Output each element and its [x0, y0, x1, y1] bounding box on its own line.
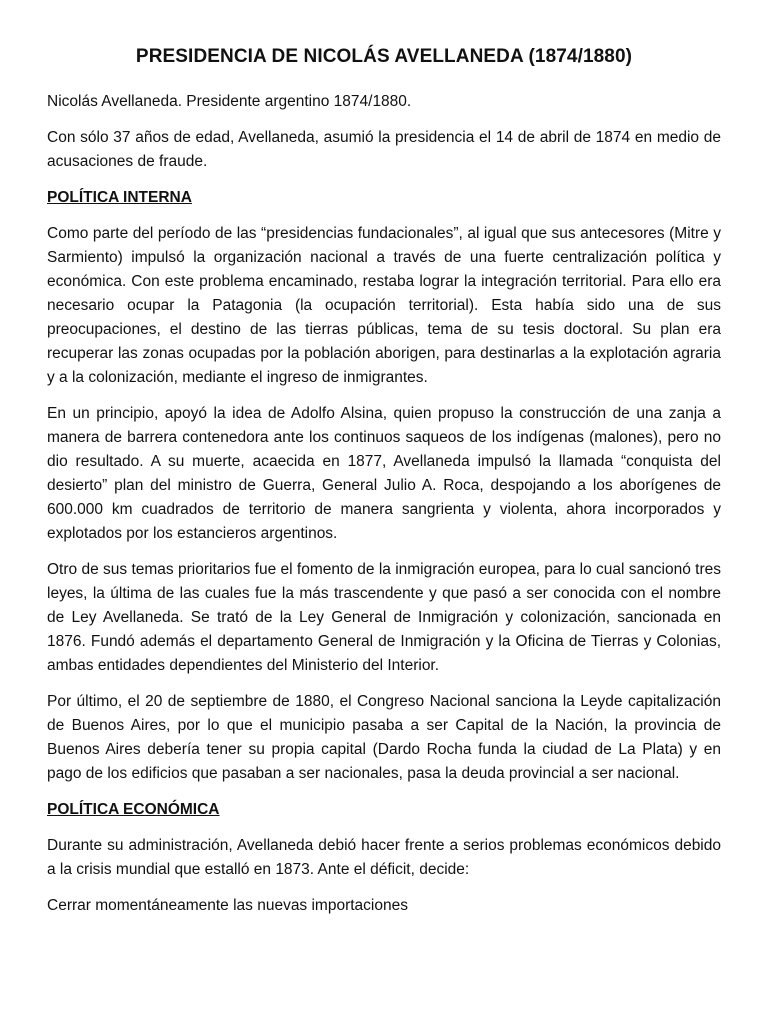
paragraph-importaciones: Cerrar momentáneamente las nuevas importaciones	[47, 897, 408, 914]
document-title: PRESIDENCIA DE NICOLÁS AVELLANEDA (1874/1880)	[135, 46, 633, 67]
document-page	[47, 44, 721, 930]
section-heading-politica-economica: POLÍTICA ECONÓMICA	[47, 801, 220, 818]
paragraph-capitalizacion: Por último, el 20 de septiembre de 1880, el Congreso Nacional sanciona la Leyde capitalización de Buenos Aires, por lo que el municipio pasaba a ser Capital de la Nación, la provincia de Buenos Aires debería tener su propia capital (Dardo Rocha funda la ciudad de La Plata) y en pago de los edificios que pasaban a ser nacionales, pasa la deuda provincial a ser nacional.	[47, 693, 721, 782]
paragraph-age: Con sólo 37 años de edad, Avellaneda, asumió la presidencia el 14 de abril de 1874 en medio de acusaciones de fraude.	[47, 129, 721, 170]
paragraph-crisis: Durante su administración, Avellaneda debió hacer frente a serios problemas económicos debido a la crisis mundial que estalló en 1873. Ante el déficit, decide:	[47, 837, 721, 878]
paragraph-conquista-desierto: En un principio, apoyó la idea de Adolfo Alsina, quien propuso la construcción de una zanja a manera de barrera contenedora ante los continuos saqueos de los indígenas (malones), pero no dio resultado. A su muerte, acaecida en 1877, Avellaneda impulsó la llamada “conquista del desierto” plan del ministro de Guerra, General Julio A. Roca, despojando a los aborígenes de 600.000 km cuadrados de territorio de manera sangrienta y violenta, ahora incorporados y explotados por los estancieros argentinos.	[47, 405, 721, 542]
paragraph-inmigracion: Otro de sus temas prioritarios fue el fomento de la inmigración europea, para lo cual sancionó tres leyes, la última de las cuales fue la más trascendente y que pasó a ser conocida con el nombre de Ley Avellaneda. Se trató de la Ley General de Inmigración y colonización, sancionada en 1876. Fundó además el departamento General de Inmigración y la Oficina de Tierras y Colonias, ambas entidades dependientes del Ministerio del Interior.	[47, 561, 721, 674]
section-heading-politica-interna: POLÍTICA INTERNA	[47, 189, 192, 206]
paragraph-presidencias-fundacionales: Como parte del período de las “presidencias fundacionales”, al igual que sus antecesores (Mitre y Sarmiento) impulsó la organización nacional a través de una fuerte centralización política y económica. Con este problema encaminado, restaba lograr la integración territorial. Para ello era necesario ocupar la Patagonia (la ocupación territorial). Esta había sido una de sus preocupaciones, el destino de las tierras públicas, tema de su tesis doctoral. Su plan era recuperar las zonas ocupadas por la población aborigen, para destinarlas a la explotación agraria y a la colonización, mediante el ingreso de inmigrantes.	[47, 225, 721, 386]
intro-paragraph: Nicolás Avellaneda. Presidente argentino 1874/1880.	[47, 93, 412, 110]
